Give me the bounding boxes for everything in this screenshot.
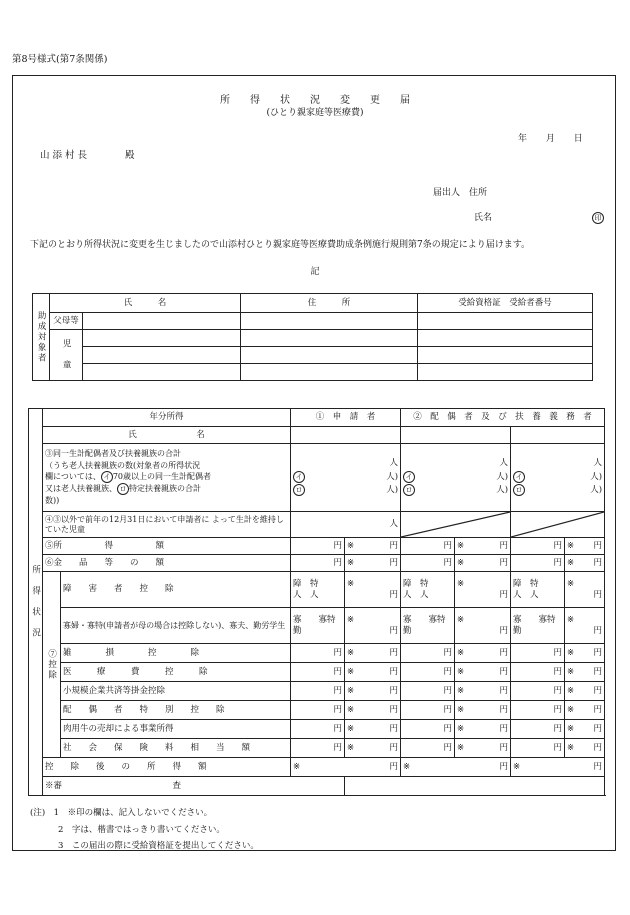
row5-a[interactable]: 円 <box>291 538 345 555</box>
circle-ro-icon: ロ <box>293 484 305 496</box>
d8-b[interactable]: 円 <box>401 739 455 758</box>
form-title: 所 得 状 況 変 更 届 <box>220 95 410 106</box>
d1-a-k: ※ 円 <box>345 572 401 608</box>
d7-label: 肉用牛の売却による事業所得 <box>61 720 291 739</box>
d1-label: 障 害 者 控 除 <box>61 572 291 608</box>
d5-b[interactable]: 円 <box>401 682 455 701</box>
d4-a[interactable]: 円 <box>291 663 345 682</box>
income-h-spouse: ② 配 偶 者 及 び 扶 養 義 務 者 <box>401 409 605 427</box>
d5-c-k: ※ 円 <box>565 682 605 701</box>
d2-c-k: ※ 円 <box>565 608 605 644</box>
d3-c-k: ※ 円 <box>565 644 605 663</box>
row3-sub2: 欄については、 イ 70歳以上の同一生計配偶者 <box>45 472 212 482</box>
d4-b-k: ※ 円 <box>455 663 511 682</box>
child-cert-cell-3[interactable] <box>418 364 593 381</box>
child-name-cell-1[interactable] <box>83 330 241 347</box>
d5-b-k: ※ 円 <box>455 682 511 701</box>
d8-b-k: ※ 円 <box>455 739 511 758</box>
form-subtitle: (ひとり親家庭等医療費) <box>266 108 364 118</box>
d7-c-k: ※ 円 <box>565 720 605 739</box>
d6-label: 配 偶 者 特 別 控 除 <box>61 701 291 720</box>
row6-label: ⑥金 品 等 の 額 <box>43 555 291 572</box>
row6-b[interactable]: 円 <box>401 555 455 572</box>
row3-applicant[interactable]: 人 イ 人) ロ 人) <box>291 444 401 512</box>
parent-name-cell[interactable] <box>83 313 241 330</box>
d8-label: 社 会 保 険 料 相 当 額 <box>61 739 291 758</box>
circle-i-icon: イ <box>513 471 525 483</box>
d5-a[interactable]: 円 <box>291 682 345 701</box>
circle-i-icon: イ <box>101 471 113 483</box>
d1-b-k: ※ 円 <box>455 572 511 608</box>
d3-a-k: ※ 円 <box>345 644 401 663</box>
d6-c[interactable]: 円 <box>511 701 565 720</box>
after-label: 控 除 後 の 所 得 額 <box>43 758 291 777</box>
row3-sub1: （うち老人扶養親族の数(対象者の所得状況 <box>45 460 201 470</box>
row5-b[interactable]: 円 <box>401 538 455 555</box>
subject-h-address: 住 所 <box>241 294 418 313</box>
after-a: ※ 円 <box>291 758 401 777</box>
row4-spouse-1-diag <box>401 512 511 538</box>
d6-a-k: ※ 円 <box>345 701 401 720</box>
income-h-applicant: ① 申 請 者 <box>291 409 401 427</box>
d7-b[interactable]: 円 <box>401 720 455 739</box>
row5-label: ⑤所 得 額 <box>43 538 291 555</box>
row5-c-k: ※ 円 <box>565 538 605 555</box>
row6-a[interactable]: 円 <box>291 555 345 572</box>
d6-b[interactable]: 円 <box>401 701 455 720</box>
note-1: (注) 1 ※印の欄は、記入しないでください。 <box>30 808 213 818</box>
d6-c-k: ※ 円 <box>565 701 605 720</box>
circle-i-icon: イ <box>293 471 305 483</box>
form-number: 第8号様式(第7条関係) <box>12 54 108 65</box>
parent-address-cell[interactable] <box>241 313 418 330</box>
row3-label <box>43 444 291 512</box>
d8-c[interactable]: 円 <box>511 739 565 758</box>
circle-i-icon: イ <box>403 471 415 483</box>
d5-a-k: ※ 円 <box>345 682 401 701</box>
circle-ro-icon: ロ <box>117 483 129 495</box>
row3-title: ③同一生計配偶者及び扶養親族の合計 <box>45 449 181 459</box>
d4-b[interactable]: 円 <box>401 663 455 682</box>
d2-b[interactable]: 寡 寡特 勤 <box>401 608 455 644</box>
statement-text: 下記のとおり所得状況に変更を生じましたので山添村ひとり親家庭等医療費助成条例施行規則第7条の規定により届けます。 <box>30 240 531 250</box>
child-cert-cell-1[interactable] <box>418 330 593 347</box>
d2-a-k: ※ 円 <box>345 608 401 644</box>
row5-c[interactable]: 円 <box>511 538 565 555</box>
row3-sub4: 数)) <box>45 496 60 506</box>
child-cert-cell-2[interactable] <box>418 347 593 364</box>
d4-c[interactable]: 円 <box>511 663 565 682</box>
after-c: ※ 円 <box>511 758 605 777</box>
subject-row-parent: 父母等 <box>50 313 83 330</box>
review-label: ※審 査 <box>43 777 345 796</box>
applicant-name-cell[interactable] <box>291 427 401 444</box>
d7-a-k: ※ 円 <box>345 720 401 739</box>
row4-label: ④③以外で前年の12月31日において申請者に よって生計を維持していた児童 <box>43 512 291 538</box>
d3-b-k: ※ 円 <box>455 644 511 663</box>
subject-row-child: 児 童 <box>50 330 83 381</box>
child-name-cell-3[interactable] <box>83 364 241 381</box>
income-side-label: 所 得 状 況 <box>29 409 43 796</box>
d7-c[interactable]: 円 <box>511 720 565 739</box>
circle-ro-icon: ロ <box>513 484 525 496</box>
d1-c-k: ※ 円 <box>565 572 605 608</box>
subject-table <box>32 293 593 381</box>
d2-a[interactable]: 寡 寡特 勤 <box>291 608 345 644</box>
row4-applicant[interactable]: 人 <box>291 512 401 538</box>
d3-a[interactable]: 円 <box>291 644 345 663</box>
note-3: 3 この届出の際に受給資格証を提出してください。 <box>58 841 259 852</box>
deduction-label: ⑦控除 <box>43 572 61 758</box>
d7-a[interactable]: 円 <box>291 720 345 739</box>
d1-c[interactable]: 障 特 人 人 <box>511 572 565 608</box>
d4-label: 医 療 費 控 除 <box>61 663 291 682</box>
date-year: 年 <box>518 134 528 144</box>
seal-mark: 印 <box>592 212 604 224</box>
subject-h-name: 氏 名 <box>50 294 241 313</box>
row3-spouse-1[interactable]: 人 イ 人) ロ 人) <box>401 444 511 512</box>
d3-b[interactable]: 円 <box>401 644 455 663</box>
child-address-cell-2[interactable] <box>241 347 418 364</box>
d2-b-k: ※ 円 <box>455 608 511 644</box>
row4-spouse-2-diag <box>511 512 605 538</box>
circle-ro-icon: ロ <box>403 484 415 496</box>
d6-a[interactable]: 円 <box>291 701 345 720</box>
row6-b-k: ※ 円 <box>455 555 511 572</box>
row6-c-k: ※ 円 <box>565 555 605 572</box>
d4-a-k: ※ 円 <box>345 663 401 682</box>
addressee: 山 添 村 長 殿 <box>40 150 135 161</box>
row3-spouse-2[interactable]: 人 イ 人) ロ 人) <box>511 444 605 512</box>
d2-label: 寡婦・寡特(申請者が母の場合は控除しない)、寡夫、勤労学生 <box>61 608 291 644</box>
d8-a[interactable]: 円 <box>291 739 345 758</box>
d6-b-k: ※ 円 <box>455 701 511 720</box>
spouse-name-cell-1[interactable] <box>401 427 511 444</box>
row3-sub3: 又は老人扶養親族、 ロ 特定扶養親族の合計 <box>45 484 201 494</box>
note-2: 2 字は、楷書ではっきり書いてください。 <box>58 824 225 835</box>
subject-side-label: 助成対象者 <box>33 294 50 381</box>
date-day: 日 <box>573 134 583 144</box>
applicant-name-label: 氏名 <box>474 213 493 223</box>
spouse-name-cell-2[interactable] <box>511 427 605 444</box>
d4-c-k: ※ 円 <box>565 663 605 682</box>
d1-b[interactable]: 障 特 人 人 <box>401 572 455 608</box>
income-h-year: 年分所得 <box>43 409 291 427</box>
d8-c-k: ※ 円 <box>565 739 605 758</box>
d8-a-k: ※ 円 <box>345 739 401 758</box>
notes <box>30 805 259 855</box>
after-b: ※ 円 <box>401 758 511 777</box>
d3-c[interactable]: 円 <box>511 644 565 663</box>
date-line <box>518 134 598 145</box>
d2-c[interactable]: 寡 寡特 勤 <box>511 608 565 644</box>
row5-a-k: ※ 円 <box>345 538 401 555</box>
income-table <box>28 408 605 796</box>
child-address-cell-3[interactable] <box>241 364 418 381</box>
applicant-address-label: 届出人 住所 <box>433 188 488 198</box>
d5-label: 小規模企業共済等掛金控除 <box>61 682 291 701</box>
ki-heading: 記 <box>310 267 320 277</box>
subject-h-cert: 受給資格証 受給者番号 <box>418 294 593 313</box>
child-name-cell-2[interactable] <box>83 347 241 364</box>
d7-b-k: ※ 円 <box>455 720 511 739</box>
row6-c[interactable]: 円 <box>511 555 565 572</box>
parent-cert-cell[interactable] <box>418 313 593 330</box>
date-month: 月 <box>545 134 555 144</box>
d3-label: 雑 損 控 除 <box>61 644 291 663</box>
d1-a[interactable]: 障 特 人 人 <box>291 572 345 608</box>
row6-a-k: ※ 円 <box>345 555 401 572</box>
income-h-name: 氏 名 <box>43 427 291 444</box>
child-address-cell-1[interactable] <box>241 330 418 347</box>
d5-c[interactable]: 円 <box>511 682 565 701</box>
row5-b-k: ※ 円 <box>455 538 511 555</box>
review-cell <box>345 777 605 796</box>
